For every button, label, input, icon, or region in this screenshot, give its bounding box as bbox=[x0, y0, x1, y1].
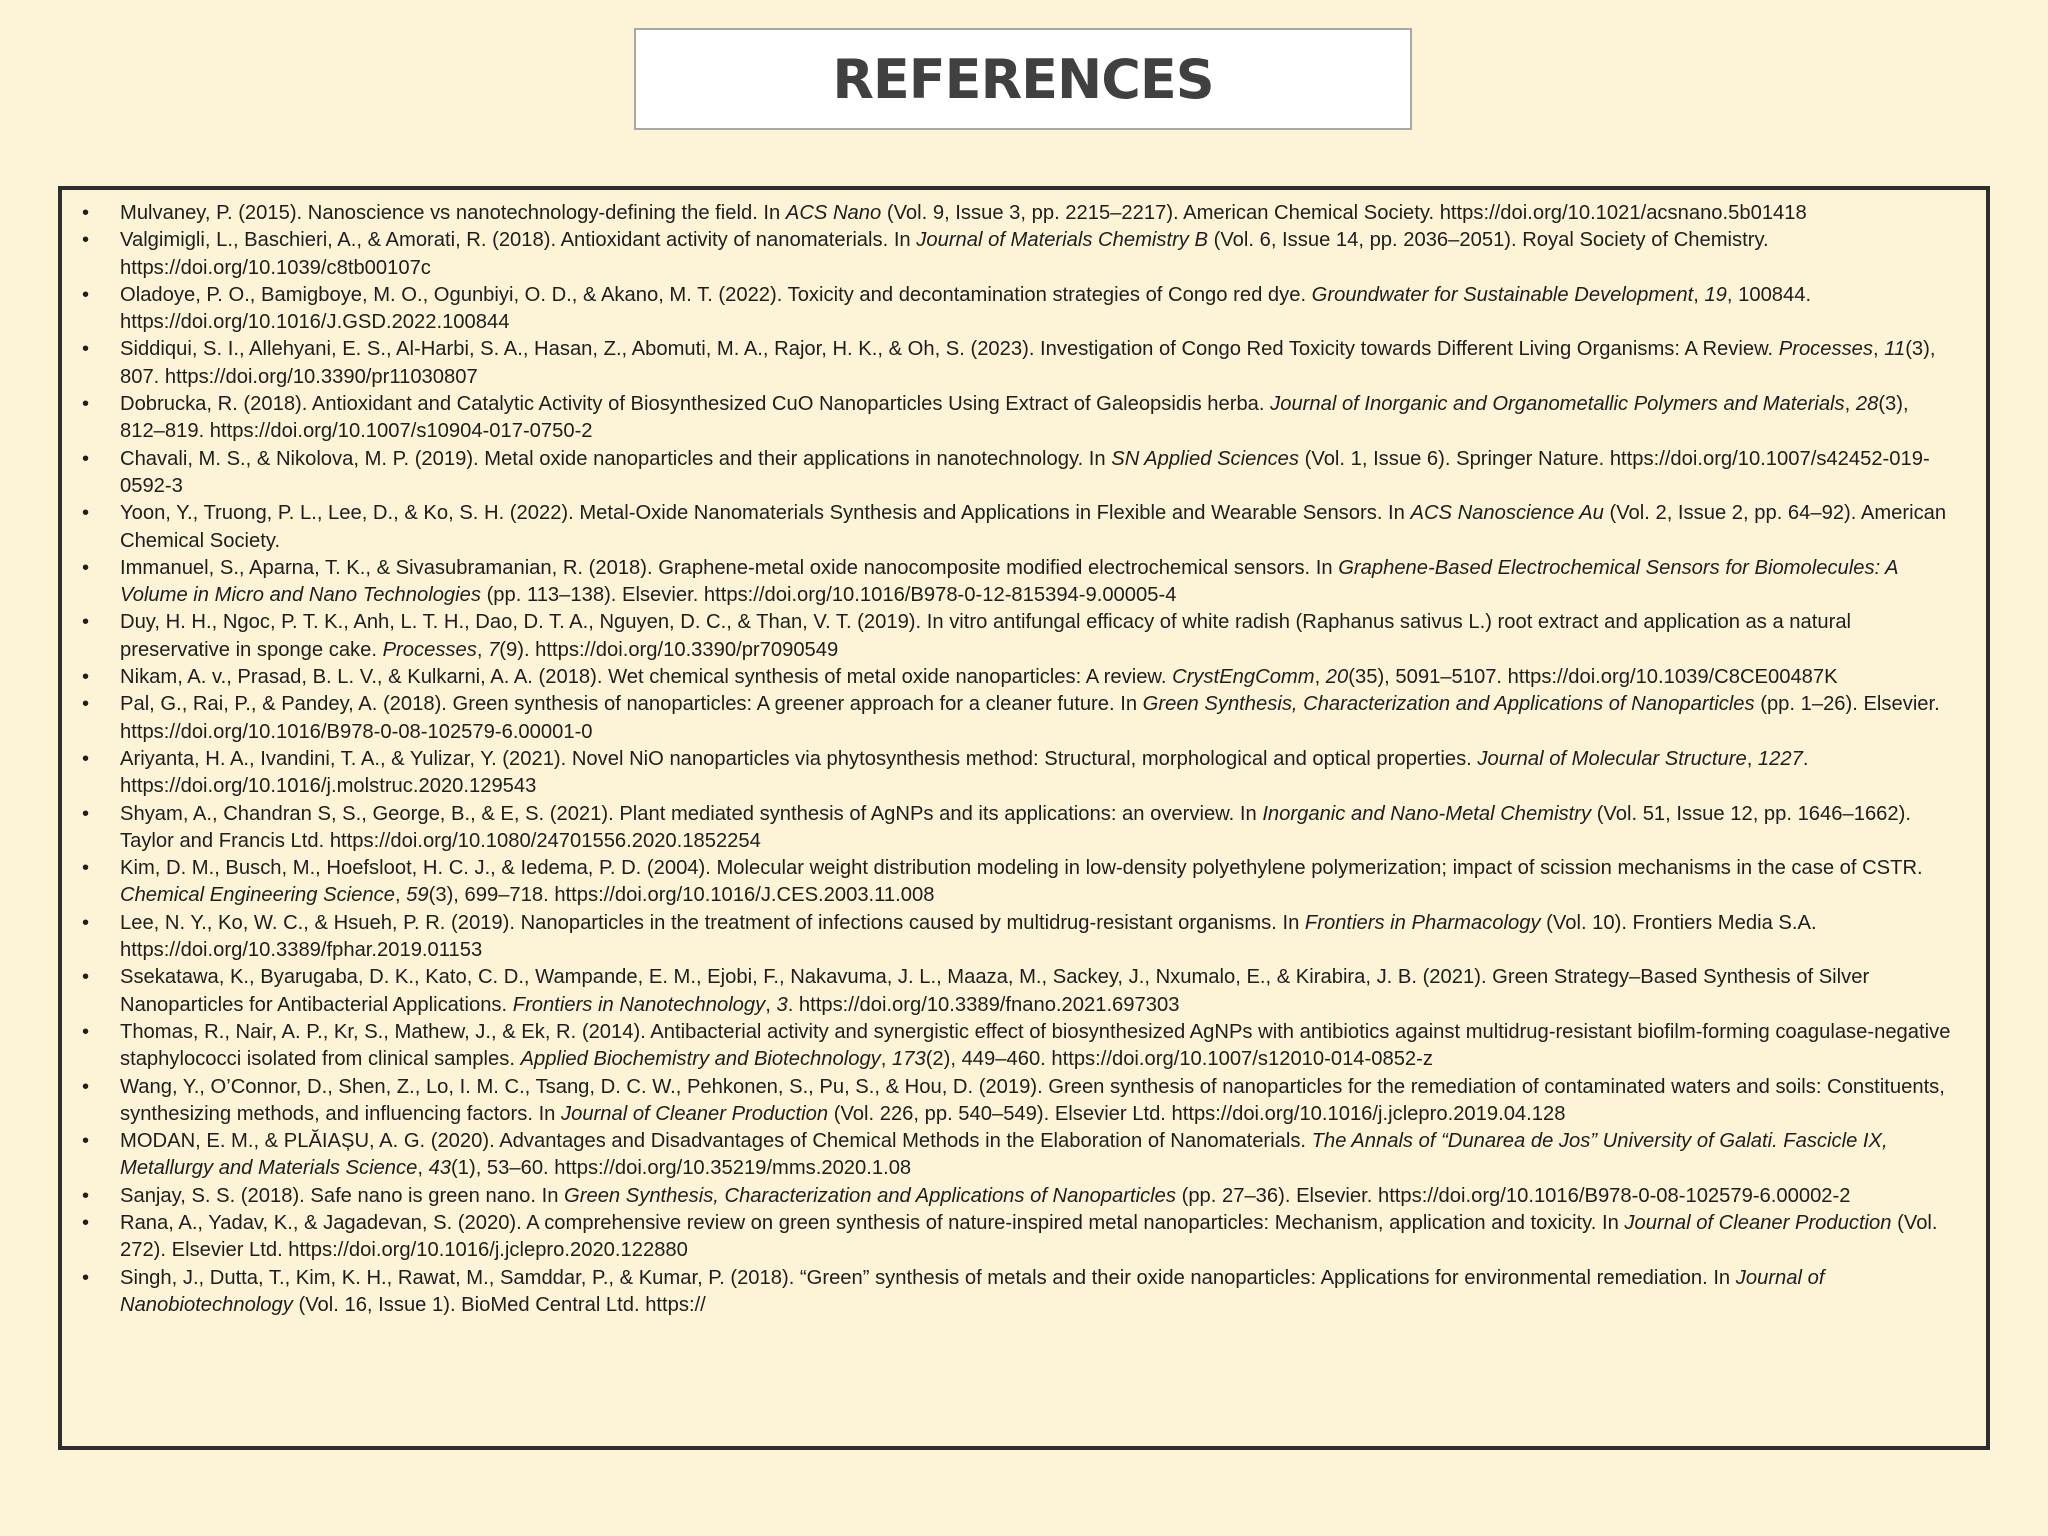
bullet-icon: • bbox=[82, 1020, 90, 1043]
bullet-icon: • bbox=[82, 611, 90, 634]
reference-item: • Duy, H. H., Ngoc, P. T. K., Anh, L. T. H., Dao, D. T. A., Nguyen, D. C., & Than, V. T. (2019). In vitro antifungal efficacy of white radish (Raphanus sativus L.) root extract and application as a natural preservative in sponge cake. Processes, 7(9). https://doi.org/10.3390/pr7090549 bbox=[82, 611, 1852, 661]
bullet-icon: • bbox=[82, 556, 90, 579]
reference-item: • Thomas, R., Nair, A. P., Kr, S., Mathew, J., & Ek, R. (2014). Antibacterial activity and synergistic effect of biosynthesized AgNPs with antibiotics against multidrug-resistant biofilm-forming coagulase-negative staphylococci isolated from clinical samples. Applied Biochemistry and Biotechnology, 173(2), 449–460. https://doi.org/10.1007/s12010-014-0852-z bbox=[82, 1020, 1951, 1071]
reference-item: • Valgimigli, L., Baschieri, A., & Amorati, R. (2018). Antioxidant activity of nanomaterials. In Journal of Materials Chemistry B (Vol. 6, Issue 14, pp. 2036–2051). Royal Society of Chemistry. https://doi.org/10.1039/c8tb00107c bbox=[82, 229, 1769, 279]
bullet-icon: • bbox=[82, 283, 90, 306]
bullet-icon: • bbox=[82, 202, 90, 224]
bullet-icon: • bbox=[82, 911, 90, 934]
page-title: REFERENCES bbox=[832, 47, 1214, 111]
bullet-icon: • bbox=[82, 229, 90, 252]
reference-item: • Lee, N. Y., Ko, W. C., & Hsueh, P. R. (2019). Nanoparticles in the treatment of infections caused by multidrug-resistant organisms. In Frontiers in Pharmacology (Vol. 10). Frontiers Media S.A. https://doi.org/10.3389/fphar.2019.01153 bbox=[82, 911, 1817, 962]
bullet-icon: • bbox=[82, 666, 90, 689]
bullet-icon: • bbox=[82, 747, 90, 770]
bullet-icon: • bbox=[82, 966, 90, 989]
references-list bbox=[62, 200, 1956, 1319]
bullet-icon: • bbox=[82, 338, 90, 361]
reference-item: • Siddiqui, S. I., Allehyani, E. S., Al-Harbi, S. A., Hasan, Z., Abomuti, M. A., Rajor, H. K., & Oh, S. (2023). Investigation of Congo Red Toxicity towards Different Living Organisms: A Review. Processes, 11(3), 807. https://doi.org/10.3390/pr11030807 bbox=[82, 338, 1936, 388]
bullet-icon: • bbox=[82, 1266, 90, 1289]
reference-item: • Chavali, M. S., & Nikolova, M. P. (2019). Metal oxide nanoparticles and their applications in nanotechnology. In SN Applied Sciences (Vol. 1, Issue 6). Springer Nature. https://doi.org/10.1007/s42452-019-0592-3 bbox=[82, 447, 1930, 497]
reference-item: • Nikam, A. v., Prasad, B. L. V., & Kulkarni, A. A. (2018). Wet chemical synthesis of metal oxide nanoparticles: A review. CrystEngComm, 20(35), 5091–5107. https://doi.org/10.1039/C8CE00487K bbox=[62, 664, 1956, 691]
bullet-icon: • bbox=[82, 1130, 90, 1153]
reference-item: • Immanuel, S., Aparna, T. K., & Sivasubramanian, R. (2018). Graphene-metal oxide nanocomposite modified electrochemical sensors. In Graphene-Based Electrochemical Sensors for Biomolecules: A Volume in Micro and Nano Technologies (pp. 113–138). Elsevier. https://doi.org/10.1016/B978-0-12-815394-9.00005-4 bbox=[82, 556, 1898, 607]
bullet-icon: • bbox=[82, 447, 90, 470]
reference-item: • Oladoye, P. O., Bamigboye, M. O., Ogunbiyi, O. D., & Akano, M. T. (2022). Toxicity and decontamination strategies of Congo red dye. Groundwater for Sustainable Development, 19, 100844. https://doi.org/10.1016/J.GSD.2022.100844 bbox=[82, 283, 1812, 334]
reference-item: • Sanjay, S. S. (2018). Safe nano is green nano. In Green Synthesis, Characterization and Applications of Nanoparticles (pp. 27–36). Elsevier. https://doi.org/10.1016/B978-0-08-102579-6.00002-2 bbox=[62, 1183, 1956, 1210]
reference-item: • Ssekatawa, K., Byarugaba, D. K., Kato, C. D., Wampande, E. M., Ejobi, F., Nakavuma, J. L., Maaza, M., Sackey, J., Nxumalo, E., & Kirabira, J. B. (2021). Green Strategy–Based Synthesis of Silver Nanoparticles for Antibacterial Applications. Frontiers in Nanotechnology, 3. https://doi.org/10.3389/fnano.2021.697303 bbox=[82, 966, 1870, 1016]
references-panel bbox=[58, 186, 1990, 1450]
bullet-icon: • bbox=[82, 1184, 90, 1207]
reference-item: • Dobrucka, R. (2018). Antioxidant and Catalytic Activity of Biosynthesized CuO Nanoparticles Using Extract of Galeopsidis herba. Journal of Inorganic and Organometallic Polymers and Materials, 28(3), 812–819. https://doi.org/10.1007/s10904-017-0750-2 bbox=[82, 393, 1909, 443]
bullet-icon: • bbox=[82, 857, 90, 880]
reference-item: • Shyam, A., Chandran S, S., George, B., & E, S. (2021). Plant mediated synthesis of AgNPs and its applications: an overview. In Inorganic and Nano-Metal Chemistry (Vol. 51, Issue 12, pp. 1646–1662). Taylor and Francis Ltd. https://doi.org/10.1080/24701556.2020.1852254 bbox=[82, 802, 1911, 852]
bullet-icon: • bbox=[82, 1211, 90, 1234]
reference-item: • MODAN, E. M., & PLĂIAȘU, A. G. (2020). Advantages and Disadvantages of Chemical Methods in the Elaboration of Nanomaterials. The Annals of “Dunarea de Jos” University of Galati. Fascicle IX, Metallurgy and Materials Science, 43(1), 53–60. https://doi.org/10.35219/mms.2020.1.08 bbox=[82, 1130, 1888, 1180]
reference-item: • Yoon, Y., Truong, P. L., Lee, D., & Ko, S. H. (2022). Metal-Oxide Nanomaterials Synthesis and Applications in Flexible and Wearable Sensors. In ACS Nanoscience Au (Vol. 2, Issue 2, pp. 64–92). American Chemical Society. bbox=[82, 502, 1947, 552]
bullet-icon: • bbox=[82, 1075, 90, 1098]
reference-item: • Kim, D. M., Busch, M., Hoefsloot, H. C. J., & Iedema, P. D. (2004). Molecular weight distribution modeling in low-density polyethylene polymerization; impact of scission mechanisms in the case of CSTR. Chemical Engineering Science, 59(3), 699–718. https://doi.org/10.1016/J.CES.2003.11.008 bbox=[82, 857, 1923, 907]
bullet-icon: • bbox=[82, 693, 90, 716]
reference-item: • Rana, A., Yadav, K., & Jagadevan, S. (2020). A comprehensive review on green synthesis of nature-inspired metal nanoparticles: Mechanism, application and toxicity. In Journal of Cleaner Production (Vol. 272). Elsevier Ltd. https://doi.org/10.1016/j.jclepro.2020.122880 bbox=[82, 1211, 1938, 1262]
reference-item: • Ariyanta, H. A., Ivandini, T. A., & Yulizar, Y. (2021). Novel NiO nanoparticles via phytosynthesis method: Structural, morphological and optical properties. Journal of Molecular Structure, 1227. https://doi.org/10.1016/j.molstruc.2020.129543 bbox=[82, 747, 1809, 798]
title-box bbox=[634, 28, 1412, 130]
bullet-icon: • bbox=[82, 502, 90, 525]
bullet-icon: • bbox=[82, 802, 90, 825]
reference-item: • Singh, J., Dutta, T., Kim, K. H., Rawat, M., Samddar, P., & Kumar, P. (2018). “Green” synthesis of metals and their oxide nanoparticles: Applications for environmental remediation. In Journal of Nanobiotechnology (Vol. 16, Issue 1). BioMed Central Ltd. https:// bbox=[82, 1266, 1825, 1316]
reference-item: • Pal, G., Rai, P., & Pandey, A. (2018). Green synthesis of nanoparticles: A greener approach for a cleaner future. In Green Synthesis, Characterization and Applications of Nanoparticles (pp. 1–26). Elsevier. https://doi.org/10.1016/B978-0-08-102579-6.00001-0 bbox=[82, 693, 1940, 743]
reference-item: • Wang, Y., O’Connor, D., Shen, Z., Lo, I. M. C., Tsang, D. C. W., Pehkonen, S., Pu, S., & Hou, D. (2019). Green synthesis of nanoparticles for the remediation of contaminated waters and soils: Constituents, synthesizing methods, and influencing factors. In Journal of Cleaner Production (Vol. 226, pp. 540–549). Elsevier Ltd. https://doi.org/10.1016/j.jclepro.2019.04.128 bbox=[82, 1075, 1945, 1125]
bullet-icon: • bbox=[82, 393, 90, 416]
reference-item: • Mulvaney, P. (2015). Nanoscience vs nanotechnology-defining the field. In ACS Nano (Vol. 9, Issue 3, pp. 2215–2217). American Chemical Society. https://doi.org/10.1021/acsnano.5b01418 bbox=[62, 200, 1956, 227]
